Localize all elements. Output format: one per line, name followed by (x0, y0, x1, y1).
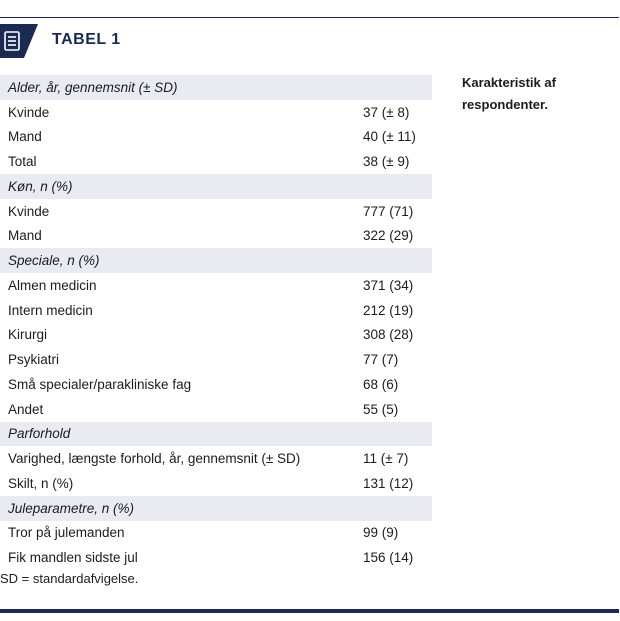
row-label: Skilt, n (%) (8, 475, 74, 491)
row-label: Mand (8, 129, 42, 145)
table-footnote: SD = standardafvigelse. (0, 571, 139, 586)
row-label: Kvinde (8, 203, 50, 219)
row-value: 55 (5) (363, 401, 399, 417)
document-list-icon (0, 24, 24, 58)
row-label: Andet (8, 401, 44, 417)
row-value: 212 (19) (363, 302, 414, 318)
table-row (0, 545, 432, 570)
row-label: Varighed, længste forhold, år, gennemsnit (± SD) (8, 451, 301, 467)
table-row (0, 273, 432, 298)
section-label: Juleparametre, n (%) (8, 500, 135, 516)
header-notch (24, 24, 38, 58)
row-value: 37 (± 8) (363, 104, 410, 120)
table-row (0, 372, 432, 397)
row-label: Kvinde (8, 104, 50, 120)
table-row (0, 100, 432, 125)
table-row (0, 347, 432, 372)
row-label: Tror på julemanden (8, 525, 125, 541)
top-rule (0, 17, 619, 18)
row-label: Intern medicin (8, 302, 93, 318)
table-row (0, 397, 432, 422)
row-value: 308 (28) (363, 327, 414, 343)
row-value: 156 (14) (363, 550, 414, 566)
table-row (0, 446, 432, 471)
row-value: 131 (12) (363, 475, 414, 491)
row-value: 77 (7) (363, 352, 399, 368)
row-value: 40 (± 11) (363, 129, 416, 145)
table-section-row (0, 496, 432, 521)
table-row (0, 149, 432, 174)
section-label: Parforhold (8, 426, 71, 442)
table-row (0, 323, 432, 348)
bottom-rule (0, 609, 619, 613)
row-label: Almen medicin (8, 277, 97, 293)
row-value: 322 (29) (363, 228, 414, 244)
table-section-row (0, 174, 432, 199)
row-label: Total (8, 154, 37, 170)
section-label: Speciale, n (%) (8, 253, 100, 269)
table-row (0, 521, 432, 546)
row-label: Fik mandlen sidste jul (8, 550, 138, 566)
table-section-row (0, 75, 432, 100)
row-label: Små specialer/parakliniske fag (8, 376, 192, 392)
table-row (0, 298, 432, 323)
section-label: Køn, n (%) (8, 178, 73, 194)
table-row (0, 199, 432, 224)
row-label: Kirurgi (8, 327, 48, 343)
row-value: 11 (± 7) (363, 451, 409, 467)
table-section-row (0, 248, 432, 273)
row-value: 371 (34) (363, 277, 414, 293)
data-table (0, 75, 432, 570)
table-row (0, 125, 432, 150)
row-value: 38 (± 9) (363, 154, 410, 170)
table-row (0, 224, 432, 249)
row-label: Mand (8, 228, 42, 244)
table-section-row (0, 422, 432, 447)
section-label: Alder, år, gennemsnit (± SD) (8, 79, 178, 95)
table-caption: Karakteristik af respondenter. (462, 75, 556, 112)
row-label: Psykiatri (8, 352, 60, 368)
table-title: TABEL 1 (52, 31, 121, 48)
row-value: 777 (71) (363, 203, 414, 219)
row-value: 99 (9) (363, 525, 399, 541)
table-row (0, 471, 432, 496)
table-header (0, 24, 620, 58)
row-value: 68 (6) (363, 376, 399, 392)
